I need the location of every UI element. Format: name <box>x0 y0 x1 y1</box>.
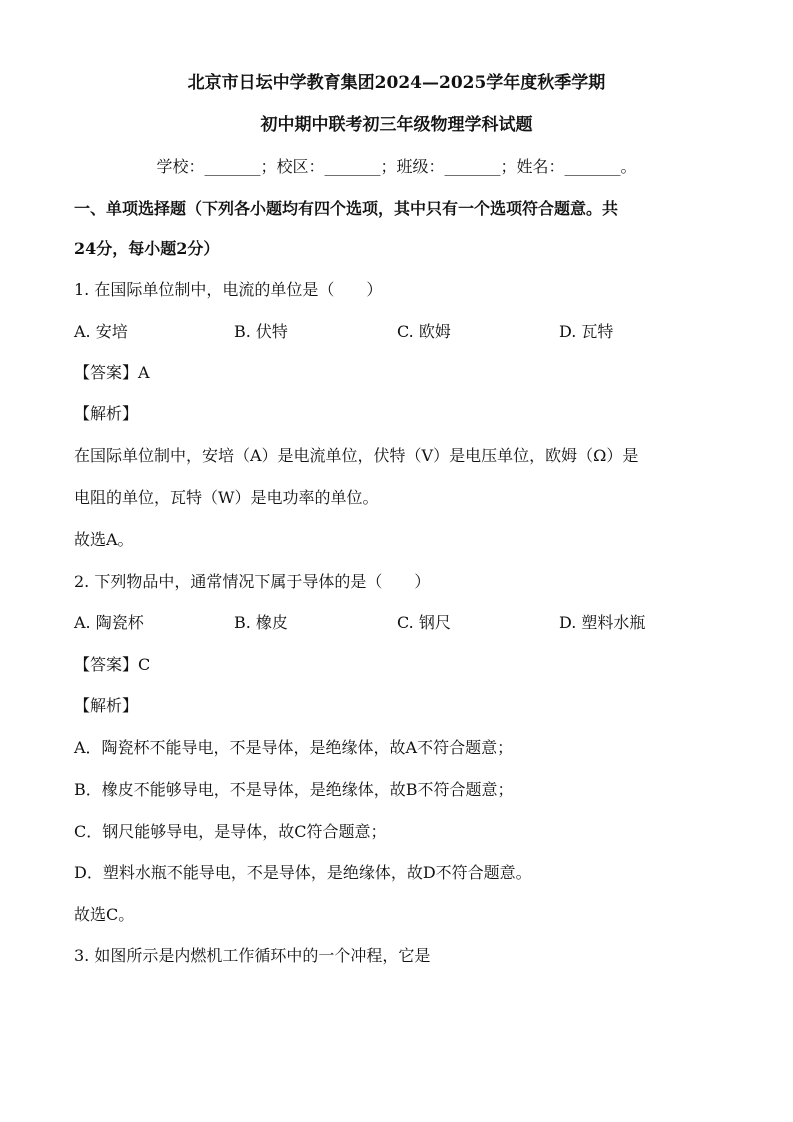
q1-option-a: A. 安培 <box>74 322 128 341</box>
q1-answer: 【答案】A <box>74 363 150 382</box>
q1-analysis-line2: 电阻的单位，瓦特（W）是电功率的单位。 <box>74 488 379 507</box>
exam-title-line2: 初中期中联考初三年级物理学科试题 <box>260 115 533 135</box>
q2-option-d: D. 塑料水瓶 <box>559 613 646 632</box>
student-info-line: 学校：_______；校区：_______；班级：_______；姓名：_______。 <box>156 157 637 176</box>
exam-title-line1: 北京市日坛中学教育集团2024—2025学年度秋季学期 <box>187 73 606 93</box>
q1-option-c: C. 欧姆 <box>397 322 451 341</box>
q2-analysis-line-c: C．钢尺能够导电，是导体，故C符合题意； <box>74 822 387 841</box>
q2-option-a: A. 陶瓷杯 <box>74 613 144 632</box>
q2-analysis-label: 【解析】 <box>74 696 139 715</box>
section1-heading-line2: 24分，每小题2分） <box>74 239 220 258</box>
q1-conclusion: 故选A。 <box>74 530 134 549</box>
q3-stem: 3. 如图所示是内燃机工作循环中的一个冲程，它是 <box>74 946 431 965</box>
q2-analysis-line-a: A．陶瓷杯不能导电，不是导体，是绝缘体，故A不符合题意； <box>74 738 514 757</box>
q2-answer: 【答案】C <box>74 655 151 674</box>
q2-analysis-line-d: D．塑料水瓶不能导电，不是导体，是绝缘体，故D不符合题意。 <box>74 863 532 882</box>
q2-option-b: B. 橡皮 <box>234 613 288 632</box>
section1-heading-line1: 一、单项选择题（下列各小题均有四个选项，其中只有一个选项符合题意。共 <box>74 199 619 218</box>
q1-analysis-label: 【解析】 <box>74 404 139 423</box>
q2-analysis-line-b: B．橡皮不能够导电，不是导体，是绝缘体，故B不符合题意； <box>74 780 514 799</box>
q2-stem: 2. 下列物品中，通常情况下属于导体的是（ ） <box>74 572 431 591</box>
q2-conclusion: 故选C。 <box>74 905 135 924</box>
q1-analysis-line1: 在国际单位制中，安培（A）是电流单位，伏特（V）是电压单位，欧姆（Ω）是 <box>74 446 639 465</box>
q2-option-c: C. 钢尺 <box>397 613 451 632</box>
q1-option-b: B. 伏特 <box>234 322 288 341</box>
q1-option-d: D. 瓦特 <box>559 322 614 341</box>
q1-stem: 1. 在国际单位制中，电流的单位是（ ） <box>74 280 383 299</box>
